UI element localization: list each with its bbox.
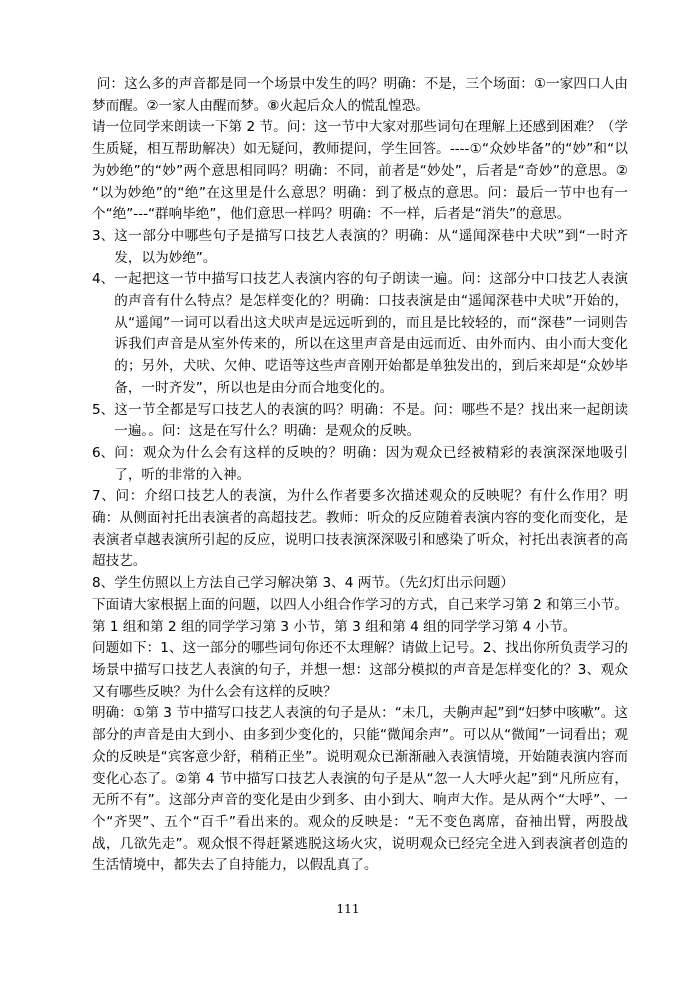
paragraph-text: 这一节全都是写口技艺人的表演的吗？明确：不是。问：哪些不是？找出来一起朗读一遍。。问：这是在写什么？明确：是观众的反映。 bbox=[114, 401, 628, 440]
document-body bbox=[92, 74, 628, 877]
paragraph-text: 问：观众为什么会有这样的反映的？明确：因为观众已经被精彩的表演深深地吸引了，听的非常的入神。 bbox=[114, 444, 628, 483]
numbered-paragraph bbox=[92, 226, 628, 269]
paragraph-number: 6、 bbox=[92, 444, 115, 461]
paragraph-number: 4、 bbox=[92, 271, 115, 288]
paragraph: 问题如下：1、这一部分的哪些词句你还不太理解？请做上记号。2、找出你所负责学习的场景中描写口技艺人表演的句子，并想一想：这部分模拟的声音是怎样变化的？3、观众又有哪些反映？为什么会有这样的反映？ bbox=[92, 640, 628, 700]
paragraph: 请一位同学来朗读一下第 2 节。问：这一节中大家对那些词句在理解上还感到困难？（学生质疑，相互帮助解决）如无疑问，教师提问，学生回答。----①“众妙毕备”的“妙”和“以为妙绝”的“妙”两个意思相同吗？明确：不同，前者是“妙处”，后者是“奇妙”的意思。② “以为妙绝”的“绝”在这里是什么意思？明确：到了极点的意思。问：最后一节中也有一个“绝”---“群响毕绝”，他们意思一样吗？明确：不一样，后者是“消失”的意思。 bbox=[92, 119, 628, 223]
paragraph-text: 一起把这一节中描写口技艺人表演内容的句子朗读一遍。问：这部分中口技艺人表演的声音有什么特点？是怎样变化的？明确：口技表演是由“遥闻深巷中犬吠”开始的，从“遥闻”一词可以看出这犬吠声是远远听到的，而且是比较轻的，而“深巷”一词则告诉我们声音是从室外传来的，所以在这里声音是由远而近、由外而内、由小而大变化的；另外，犬吠、欠伸、呓语等这些声音刚开始都是单独发出的，到后来却是“众妙毕备，一时齐发”，所以也是由分而合地变化的。 bbox=[114, 271, 628, 396]
paragraph: 下面请大家根据上面的问题，以四人小组合作学习的方式，自己来学习第 2 和第三小节。第 1 组和第 2 组的同学学习第 3 小节，第 3 组和第 4 组的同学学习第 4 小节。 bbox=[92, 596, 628, 635]
numbered-paragraph bbox=[92, 443, 628, 486]
numbered-paragraph bbox=[92, 400, 628, 443]
paragraph: 8、学生仿照以上方法自己学习解决第 3、4 两节。（先幻灯出示问题） bbox=[92, 575, 515, 592]
paragraph-text: 这一部分中哪些句子是描写口技艺人表演的？明确：从“遥闻深巷中犬吠”到“一时齐发，以为妙绝”。 bbox=[114, 227, 628, 266]
paragraph: 明确：①第 3 节中描写口技艺人表演的句子是从：“未几，夫齁声起”到“妇梦中咳嗽”。这部分的声音是由大到小、由多到少变化的，只能“微闻余声”。可以从“微闻”一词看出；观众的反映是“宾客意少舒，稍稍正坐”。说明观众已渐渐融入表演情境，开始随表演内容而变化心态了。②第 4 节中描写口技艺人表演的句子是从“忽一人大呼火起”到“凡所应有，无所不有”。这部分声音的变化是由少到多、由小到大、响声大作。是从两个“大呼”、一个“齐哭”、五个“百千”看出来的。观众的反映是：“无不变色离席，奋袖出臂，两股战战，几欲先走”。观众恨不得赶紧逃脱这场火灾，说明观众已经完全进入到表演者创造的生活情境中，都失去了自持能力，以假乱真了。 bbox=[92, 705, 628, 874]
paragraph: 7、问：介绍口技艺人的表演，为什么作者要多次描述观众的反映呢？有什么作用？明确：从侧面衬托出表演者的高超技艺。教师：听众的反应随着表演内容的变化而变化，是表演者卓越表演所引起的反应，说明口技表演深深吸引和感染了听众，衬托出表演者的高超技艺。 bbox=[92, 488, 628, 570]
paragraph-number: 3、 bbox=[92, 227, 115, 244]
numbered-paragraph bbox=[92, 269, 628, 399]
paragraph: 问：这么多的声音都是同一个场景中发生的吗？明确：不是，三个场面：①一家四口人由梦而醒。②一家人由醒而梦。⑧火起后众人的慌乱惶恐。 bbox=[92, 76, 628, 114]
paragraph-number: 5、 bbox=[92, 401, 115, 418]
page-number: 111 bbox=[336, 902, 360, 916]
